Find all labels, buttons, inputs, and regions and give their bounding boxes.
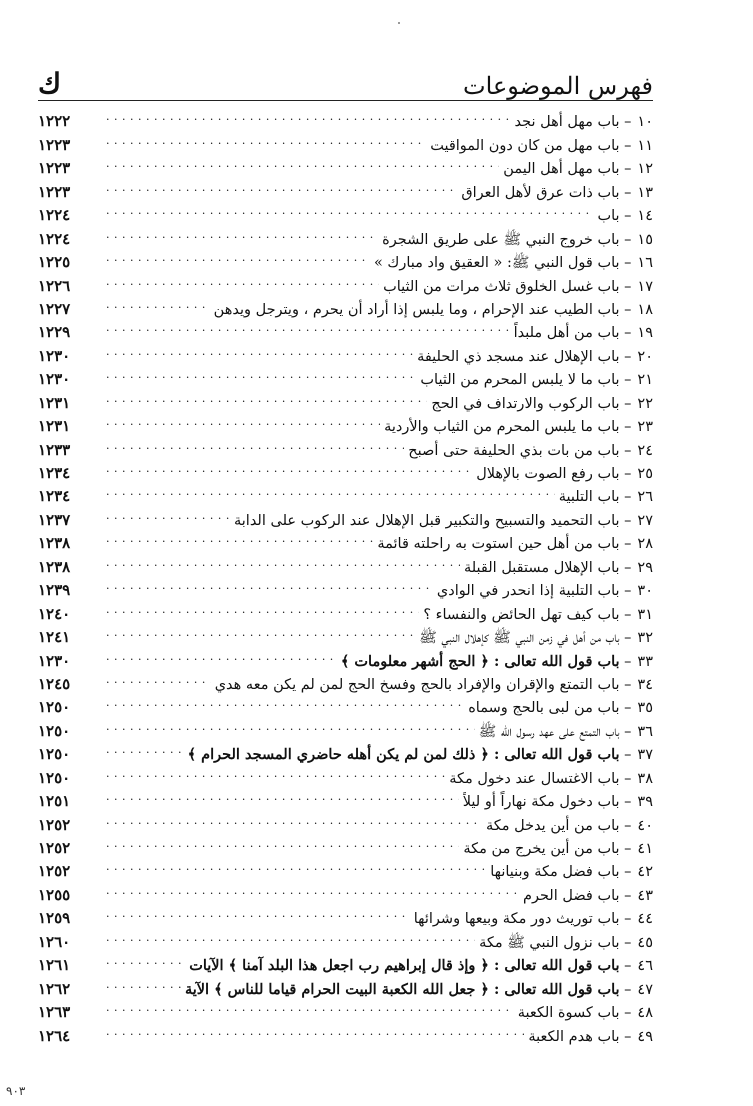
entry-page-number: ١٢٢٢ (38, 112, 71, 131)
entry-page-number: ١٢٣٨ (38, 534, 71, 553)
entry-separator: – (619, 583, 632, 600)
entry-separator: – (619, 442, 632, 459)
entry-number: ٤٣ (637, 887, 653, 904)
entry-number: ١١ (637, 137, 653, 154)
entry-separator: – (619, 653, 632, 670)
dot-leader (106, 666, 211, 689)
entry-number: ٢٠ (637, 348, 653, 365)
entry-separator: – (619, 184, 632, 201)
entry-number: ١٥ (637, 231, 653, 248)
entry-separator: – (619, 325, 632, 342)
dot-leader (106, 853, 486, 876)
entry-number: ٣٨ (637, 770, 653, 787)
dot-leader (106, 103, 511, 126)
dot-leader (106, 478, 555, 501)
entry-title: باب قول الله تعالى : ﴿ جعل الله الكعبة البيت الحرام قياما للناس ﴾ الآية (184, 980, 620, 998)
entry-number: ١٣ (637, 184, 653, 201)
dot-leader (106, 150, 499, 173)
dot-leader (106, 501, 230, 524)
entry-title: باب التحميد والتسبيح والتكبير قبل الإهلال عند الركوب على الدابة (233, 512, 620, 529)
entry-title: باب قول الله تعالى : ﴿ ذلك لمن لم يكن أهله حاضري المسجد الحرام ﴾ (187, 746, 620, 764)
entry-page-number: ١٢٣٩ (38, 581, 71, 600)
entry-separator: – (619, 630, 632, 647)
dot-leader (106, 900, 410, 923)
toc-entry (38, 103, 653, 131)
entry-title: باب الركوب والارتداف في الحج (431, 395, 620, 412)
entry-title: باب مهل أهل نجد (514, 114, 620, 131)
dot-leader (106, 291, 210, 314)
entry-separator: – (619, 794, 632, 811)
entry-separator: – (619, 817, 632, 834)
entry-title: باب الاغتسال عند دخول مكة (449, 770, 620, 787)
entry-separator: – (619, 372, 632, 389)
entry-page-number: ١٢٥٩ (38, 909, 71, 928)
entry-separator: – (619, 559, 632, 576)
entry-title: باب من أهل في زمن النبي ﷺ كإهلال النبي ﷺ (419, 630, 620, 647)
entry-title: باب التلبية (558, 489, 620, 506)
page-title: فهرس الموضوعات (463, 72, 653, 100)
entry-page-number: ١٢٢٤ (38, 229, 71, 248)
dot-leader (106, 689, 464, 712)
dot-leader (106, 830, 459, 853)
entry-page-number: ١٢٣٠ (38, 346, 71, 365)
entry-title: باب كسوة الكعبة (517, 1005, 620, 1022)
entry-title: باب (597, 208, 620, 225)
entry-title: باب من أين يخرج من مكة (463, 841, 620, 857)
entry-separator: – (619, 770, 632, 787)
dot-leader (106, 970, 181, 993)
entry-title: باب قول الله تعالى : ﴿ الحج أشهر معلومات ﴾ (340, 652, 620, 670)
entry-number: ٣١ (637, 606, 653, 623)
entry-number: ١٠ (637, 114, 653, 131)
entry-title: باب كيف تهل الحائض والنفساء ؟ (423, 606, 620, 623)
entry-number: ١٨ (637, 301, 653, 318)
entry-separator: – (619, 747, 632, 764)
dot-leader (106, 947, 185, 970)
entry-page-number: ١٢٦١ (38, 956, 71, 975)
entry-separator: – (619, 911, 632, 928)
entry-title: باب من أين يدخل مكة (485, 817, 620, 834)
entry-page-number: ١٢٢٣ (38, 182, 71, 201)
entry-title: باب قول النبي ﷺ: « العقيق واد مبارك » (373, 255, 620, 272)
dot-leader (106, 173, 457, 196)
entry-number: ١٩ (637, 325, 653, 342)
entry-page-number: ١٢٥١ (38, 792, 71, 811)
dot-leader (106, 876, 519, 899)
entry-separator: – (619, 1028, 632, 1045)
entry-title: باب ما لا يلبس المحرم من الثياب (420, 372, 620, 389)
entry-page-number: ١٢٥٠ (38, 745, 71, 764)
entry-number: ٢٨ (637, 536, 653, 553)
entry-title: باب من بات بذي الحليفة حتى أصبح (408, 442, 620, 459)
entry-title: باب دخول مكة نهاراً أو ليلاً (462, 794, 620, 811)
entry-page-number: ١٢٣٤ (38, 464, 71, 482)
entry-title: باب الإهلال عند مسجد ذي الحليفة (417, 348, 620, 365)
entry-number: ٣٦ (637, 723, 653, 740)
entry-number: ٤٧ (637, 981, 653, 998)
entry-separator: – (619, 723, 632, 740)
entry-number: ٤٢ (637, 864, 653, 881)
entry-title: باب توريث دور مكة وبيعها وشرائها (413, 911, 620, 928)
entry-page-number: ١٢٦٤ (38, 1026, 71, 1045)
toc-entry (38, 197, 653, 225)
entry-separator: – (619, 934, 632, 951)
entry-page-number: ١٢٢٦ (38, 276, 71, 295)
corner-mark: ٩٠٣ (6, 1084, 26, 1098)
entry-separator: – (619, 700, 632, 717)
entry-title: باب خروج النبي ﷺ على طريق الشجرة (382, 231, 620, 248)
entry-title: باب رفع الصوت بالإهلال (476, 466, 620, 482)
dot-leader (106, 619, 415, 642)
entry-page-number: ١٢٣٠ (38, 370, 71, 389)
entry-number: ٢٤ (637, 442, 653, 459)
entry-page-number: ١٢٥٥ (38, 885, 71, 904)
entry-number: ٣٥ (637, 700, 653, 717)
entry-title: باب من لبى بالحج وسماه (468, 700, 620, 717)
entry-separator: – (619, 114, 632, 131)
dot-leader (106, 455, 472, 478)
entry-page-number: ١٢٢٤ (38, 206, 71, 225)
table-of-contents (38, 103, 653, 1045)
entry-title: باب غسل الخلوق ثلاث مرات من الثياب (383, 278, 620, 295)
entry-page-number: ١٢٢٥ (38, 253, 71, 272)
entry-separator: – (619, 137, 632, 154)
entry-number: ١٤ (637, 208, 653, 225)
dot-leader (106, 220, 378, 243)
dot-leader (106, 244, 370, 267)
entry-separator: – (619, 606, 632, 623)
entry-title: باب مهل أهل اليمن (503, 161, 620, 178)
entry-page-number: ١٢٦٣ (38, 1003, 71, 1022)
entry-title: باب قول الله تعالى : ﴿ وإذ قال إبراهيم رب اجعل هذا البلد آمنا ﴾ الآيات (189, 957, 620, 975)
dot-leader (106, 126, 426, 149)
dot-leader (106, 361, 416, 384)
dot-leader (106, 759, 445, 782)
entry-separator: – (619, 208, 632, 225)
entry-title: باب التلبية إذا انحدر في الوادي (436, 583, 620, 600)
entry-number: ٢٢ (637, 395, 653, 412)
entry-page-number: ١٢٢٩ (38, 323, 71, 342)
dot-leader (106, 712, 475, 735)
dot-leader (106, 572, 433, 595)
entry-page-number: ١٢٣٣ (38, 440, 71, 459)
entry-page-number: ١٢٥٢ (38, 862, 71, 881)
entry-page-number: ١٢٤٠ (38, 604, 71, 623)
entry-page-number: ١٢٥٠ (38, 698, 71, 717)
entry-number: ١٧ (637, 278, 653, 295)
entry-separator: – (619, 536, 632, 553)
entry-separator: – (619, 278, 632, 295)
dot-leader (106, 525, 373, 548)
entry-separator: – (619, 676, 632, 693)
entry-separator: – (619, 466, 632, 482)
entry-title: باب الطيب عند الإحرام ، وما يلبس إذا أراد أن يحرم ، ويترجل ويدهن (213, 301, 620, 318)
entry-page-number: ١٢٦٠ (38, 932, 71, 951)
entry-number: ٣٩ (637, 794, 653, 811)
entry-separator: – (619, 395, 632, 412)
entry-page-number: ١٢٢٣ (38, 159, 71, 178)
entry-number: ١٢ (637, 161, 653, 178)
entry-page-number: ١٢٣٠ (38, 651, 71, 670)
dot-leader (106, 431, 404, 454)
entry-separator: – (619, 958, 632, 975)
page-mark (398, 22, 400, 24)
entry-title: باب التمتع على عهد رسول الله ﷺ (478, 723, 620, 740)
entry-page-number: ١٢٢٣ (38, 135, 71, 154)
entry-page-number: ١٢٣٧ (38, 510, 71, 529)
entry-page-number: ١٢٥٢ (38, 815, 71, 834)
entry-separator: – (619, 231, 632, 248)
entry-number: ٢٩ (637, 559, 653, 576)
entry-separator: – (619, 489, 632, 506)
entry-page-number: ١٢٢٧ (38, 299, 71, 318)
dot-leader (106, 384, 427, 407)
entry-number: ١٦ (637, 255, 653, 272)
entry-title: باب التمتع والإقران والإفراد بالحج وفسخ الحج لمن لم يكن معه هدي (214, 676, 620, 693)
toc-entry (38, 220, 653, 248)
entry-title: باب نزول النبي ﷺ مكة (479, 934, 620, 951)
dot-leader (106, 783, 459, 806)
entry-number: ٤٩ (637, 1028, 653, 1045)
entry-page-number: ١٢٣٤ (38, 487, 71, 506)
entry-separator: – (619, 1005, 632, 1022)
entry-title: باب مهل من كان دون المواقيت (430, 137, 620, 154)
entry-separator: – (619, 981, 632, 998)
page-header (38, 58, 653, 101)
entry-page-number: ١٢٥٠ (38, 768, 71, 787)
dot-leader (106, 548, 460, 571)
entry-separator: – (619, 887, 632, 904)
entry-separator: – (619, 864, 632, 881)
entry-title: باب من أهل حين استوت به راحلته قائمة (377, 536, 620, 553)
dot-leader (106, 642, 337, 665)
entry-number: ٤٦ (637, 958, 653, 975)
dot-leader (106, 595, 419, 618)
page-letter: ك (38, 67, 62, 100)
entry-page-number: ١٢٥٠ (38, 721, 71, 740)
entry-title: باب الإهلال مستقبل القبلة (463, 559, 620, 576)
entry-page-number: ١٢٥٢ (38, 839, 71, 857)
dot-leader (106, 408, 380, 431)
entry-separator: – (619, 255, 632, 272)
dot-leader (106, 1017, 524, 1040)
entry-number: ٢٧ (637, 512, 653, 529)
entry-separator: – (619, 419, 632, 436)
entry-separator: – (619, 841, 632, 857)
entry-title: باب ذات عرق لأهل العراق (461, 184, 620, 201)
entry-number: ٣٠ (637, 583, 653, 600)
entry-number: ٣٣ (637, 653, 653, 670)
entry-title: باب هدم الكعبة (528, 1028, 620, 1045)
entry-title: باب من أهل ملبداً (513, 325, 620, 342)
entry-separator: – (619, 161, 632, 178)
dot-leader (106, 923, 475, 946)
dot-leader (106, 197, 593, 220)
entry-number: ٤٠ (637, 817, 653, 834)
entry-number: ٢٥ (637, 466, 653, 482)
entry-number: ٢١ (637, 372, 653, 389)
entry-number: ٣٧ (637, 747, 653, 764)
entry-number: ٣٢ (637, 630, 653, 647)
dot-leader (106, 736, 184, 759)
entry-number: ٤٥ (637, 934, 653, 951)
entry-page-number: ١٢٦٢ (38, 979, 71, 998)
dot-leader (106, 806, 482, 829)
dot-leader (106, 994, 514, 1017)
entry-page-number: ١٢٣٨ (38, 557, 71, 576)
dot-leader (106, 267, 379, 290)
entry-title: باب فضل الحرم (522, 887, 620, 904)
dot-leader (106, 314, 510, 337)
dot-leader (106, 337, 413, 360)
entry-number: ٤١ (637, 841, 653, 857)
entry-number: ٤٨ (637, 1005, 653, 1022)
entry-page-number: ١٢٤١ (38, 628, 71, 647)
entry-number: ٢٣ (637, 419, 653, 436)
entry-number: ٣٤ (637, 676, 653, 693)
entry-page-number: ١٢٤٥ (38, 674, 71, 693)
entry-number: ٤٤ (637, 911, 653, 928)
entry-number: ٢٦ (637, 489, 653, 506)
entry-separator: – (619, 348, 632, 365)
entry-title: باب فضل مكة وبنيانها (490, 864, 620, 881)
entry-page-number: ١٢٣١ (38, 393, 71, 412)
entry-page-number: ١٢٣١ (38, 417, 71, 436)
entry-separator: – (619, 301, 632, 318)
entry-title: باب ما يلبس المحرم من الثياب والأردية (384, 419, 620, 436)
entry-separator: – (619, 512, 632, 529)
